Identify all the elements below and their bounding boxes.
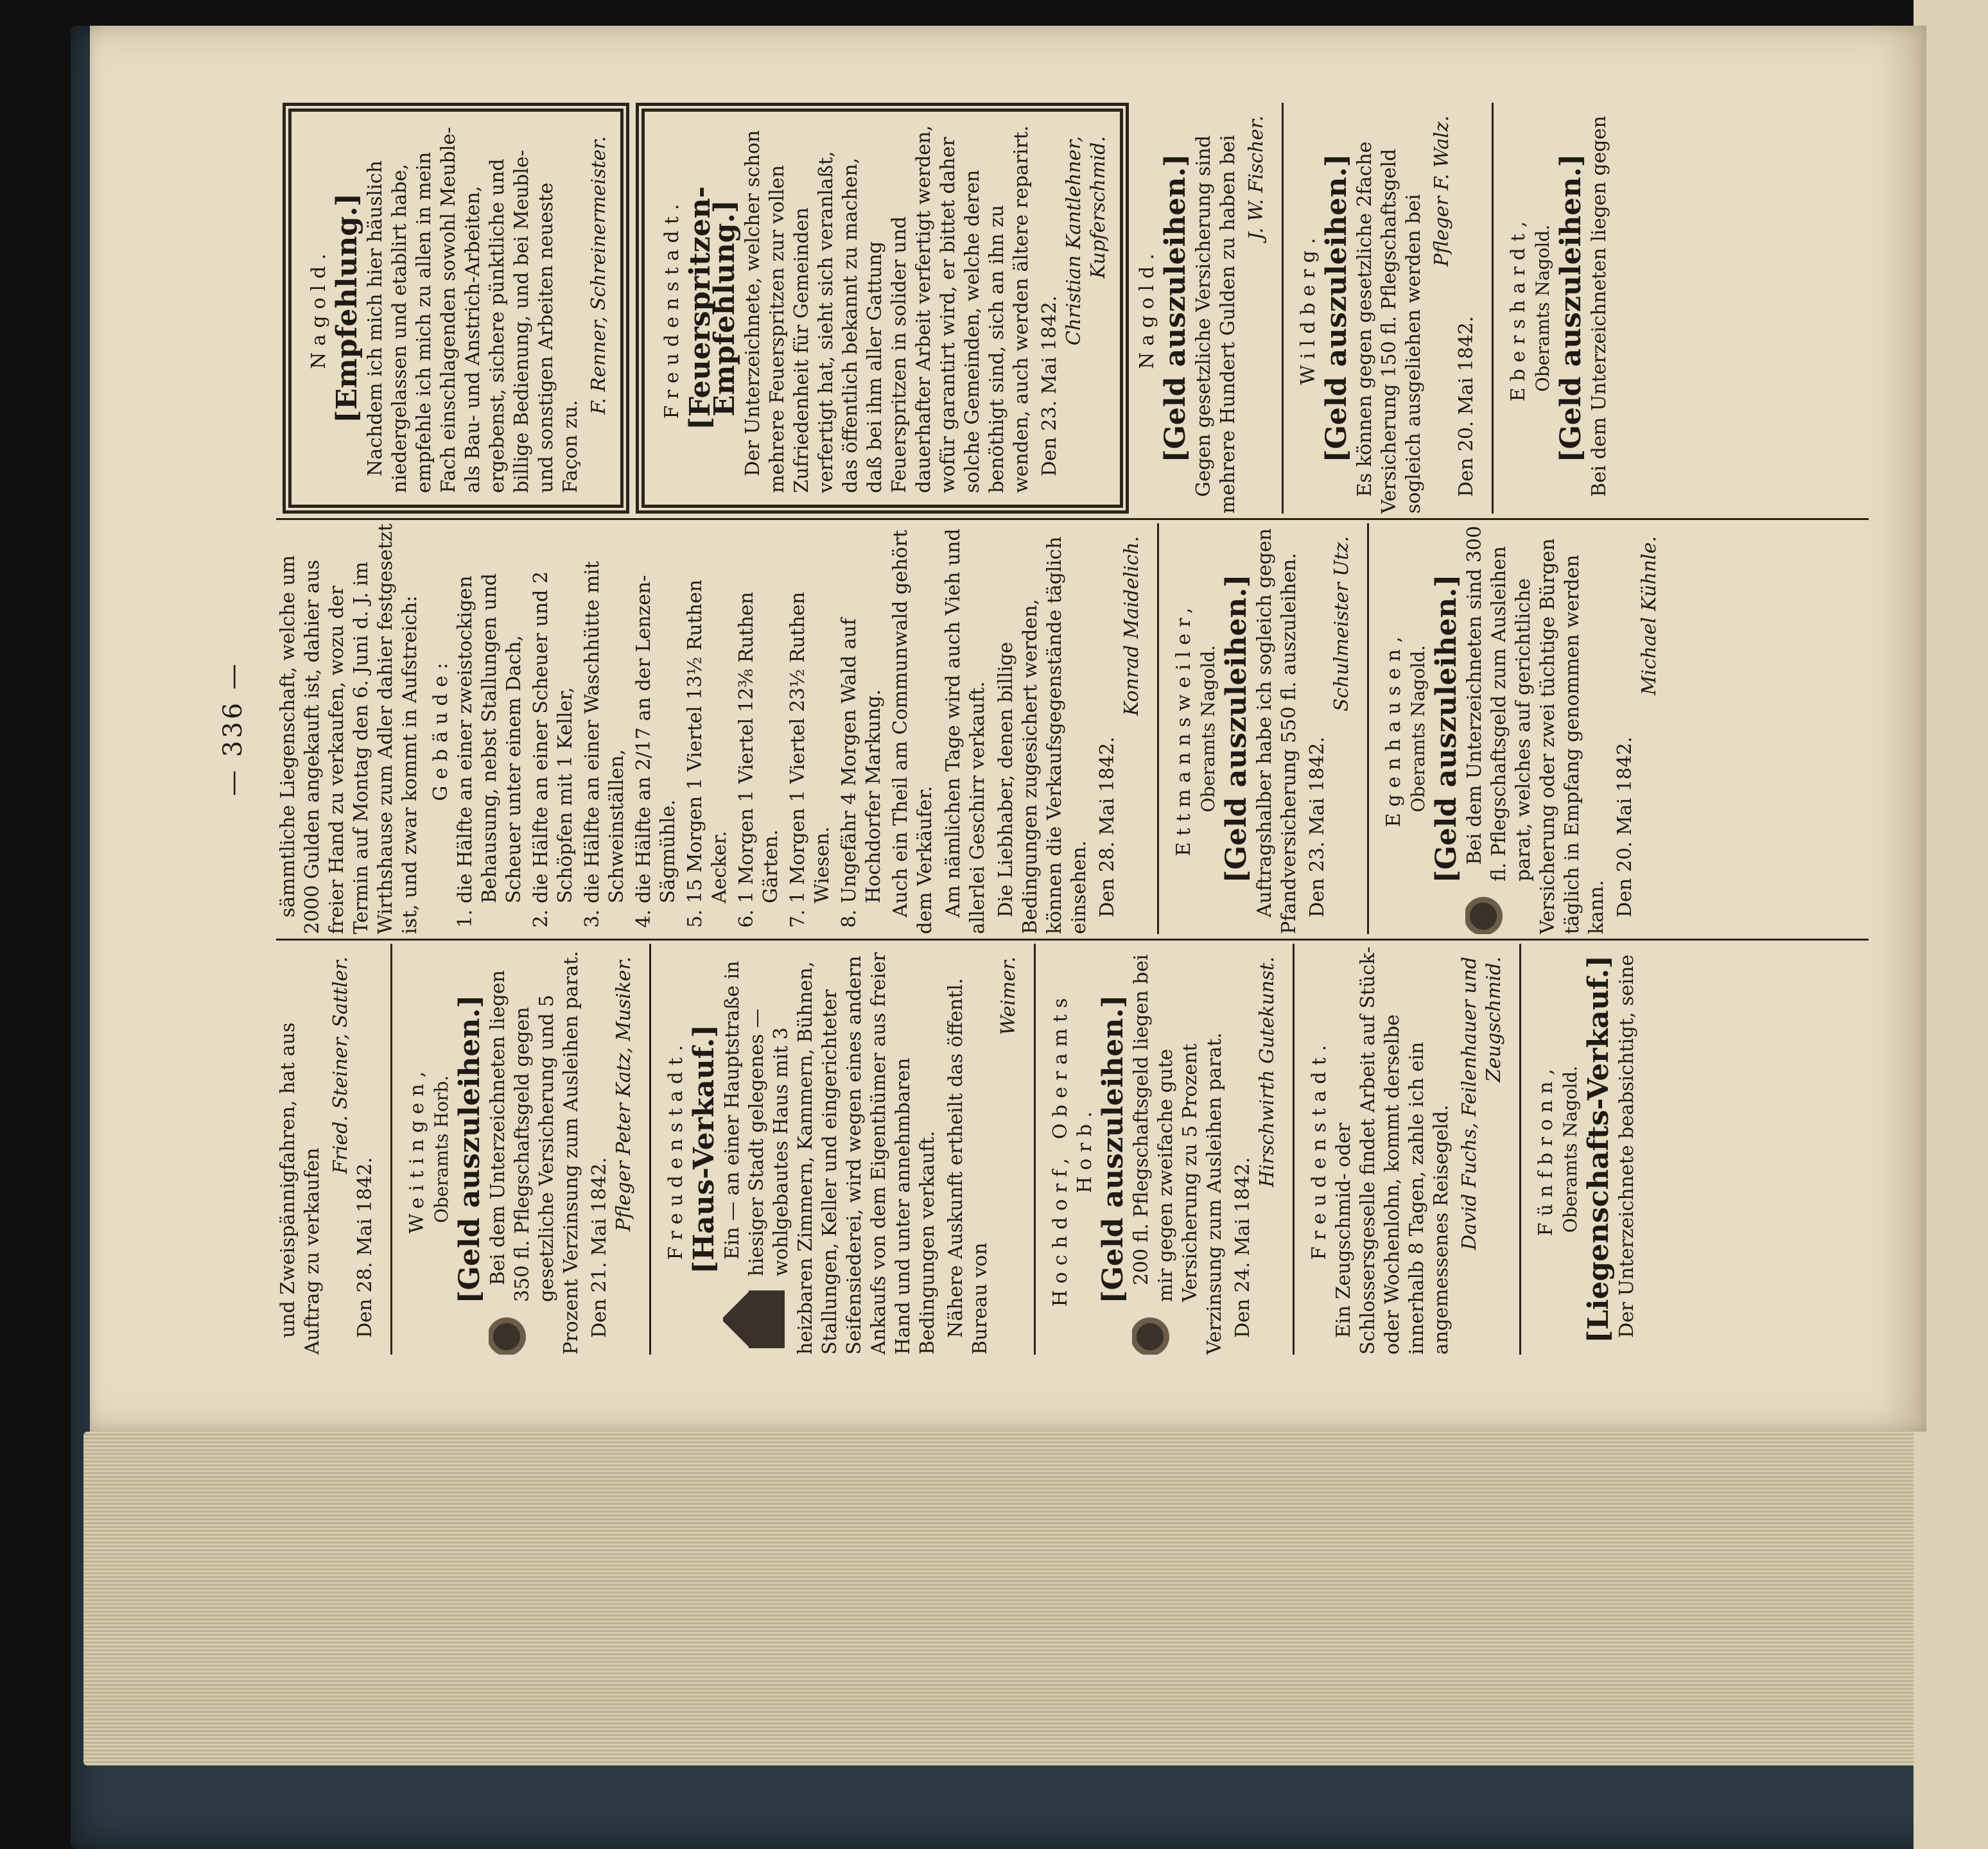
ad-text: Es können gegen gesetzliche 2fache Versicherung 150 fl. Pflegschaftsgeld sogleich ausgeliehen werden bei (1354, 141, 1425, 514)
ad-signature: Fried. Steiner, Sattler. (329, 957, 352, 1174)
ad-date: Den 28. Mai 1842. (354, 1157, 376, 1338)
ad-signature: Michael Kühnle. (1638, 536, 1661, 695)
ad-separator (1519, 944, 1521, 1355)
ad-text: Die Liebhaber, denen billige Bedingungen zugesichert werden, können die Verkaufsgegenstände täglich einsehen. (995, 536, 1090, 934)
list-item: 3. die Hälfte an einer Waschhütte mit Schweinställen, (580, 523, 629, 903)
ad-separator (1034, 944, 1036, 1355)
ad-date: Den 28. Mai 1842. (1096, 736, 1119, 917)
ad-place: Fünfbronn, (1535, 1062, 1557, 1237)
ad-text: Auftragshalber habe ich sogleich gegen Pfandversicherung 550 fl. auszuleihen. (1253, 528, 1300, 934)
ad-text: Bei dem Unterzeichneten liegen gegen (1588, 116, 1610, 497)
ad-ebershardt (1506, 103, 1612, 514)
ad-note: Nähere Auskunft ertheilt das öffentl. Bureau von (945, 978, 991, 1355)
ad-feuerspritzen (636, 103, 1129, 514)
ad-text: sämmtliche Liegenschaft, welche um 2000 Gulden angekauft ist, dahier aus freier Hand zu verkaufen, wozu der Termin auf Montag den 6. Juni d. J. im Wirthshause zum Adler dahier festgesetzt ist, und zwar kommt in Aufstreich: (277, 523, 421, 934)
ad-text: Auch ein Theil am Communwald gehört dem Verkäufer. (889, 530, 936, 934)
column-1 (276, 944, 1869, 1355)
ad-text: Bei dem Unterzeichneten sind 300 fl. Pflegschaftsgeld zum Ausleihen parat, welches auf gerichtliche Versicherung oder zwei tüchtige Bürgen täglich in Empfang genommen werden kann. (1463, 526, 1608, 934)
ad-signature: J. W. Fischer. (1245, 116, 1268, 240)
ad-place: Ettmannsweiler, (1173, 601, 1195, 856)
ad-date: Den 21. Mai 1842. (588, 1157, 611, 1338)
column-rule (276, 518, 1869, 520)
list-item: 6. 1 Morgen 1 Viertel 12⅜ Ruthen Gärten. (735, 523, 783, 903)
ad-separator (1293, 944, 1295, 1355)
ad-district: Oberamts Horb. (431, 1075, 452, 1224)
ad-signature: David Fuchs, Feilenhauer und Zeugschmid. (1458, 957, 1505, 1251)
ad-text: und Zweispännigfahren, hat aus Auftrag zu verkaufen (277, 1022, 324, 1355)
ad-ettmannsweiler (1172, 523, 1354, 934)
ad-date: Den 20. Mai 1842. (1614, 736, 1636, 917)
ad-place: Nagold. (308, 247, 330, 369)
ad-heading: [Empfehlung.] (331, 193, 363, 424)
ad-text: Nachdem ich mich hier häuslich niedergelassen und etablirt habe, empfehle ich mich zu allen in mein Fach einschlagenden sowohl Meuble- als Bau- und Anstrich-Arbeiten, ergebenst, sichere pünktliche und billige Bedienung, und bei Meuble- und sonstigen Arbeiten neueste Façon zu. (364, 126, 582, 493)
ad-separator (649, 944, 651, 1355)
list-item: 5. 15 Morgen 1 Viertel 13½ Ruthen Aecker. (683, 523, 732, 903)
ad-hochdorf (1049, 944, 1280, 1355)
ad-separator (1367, 523, 1369, 934)
ad-place: Freudenstadt. (1308, 1038, 1330, 1260)
ad-separator (1492, 103, 1494, 514)
ad-date: Den 23. Mai 1842. (1306, 736, 1329, 917)
ad-heading: [Geld auszuleihen.] (453, 994, 486, 1304)
ad-signature: Christian Kantlehner, Kupferschmid. (1063, 136, 1110, 346)
ad-place: Ebershardt, (1507, 214, 1530, 402)
ad-heading: [Geld auszuleihen.] (1555, 153, 1587, 463)
book-page (90, 26, 1926, 1432)
ad-egenhausen (1382, 523, 1662, 934)
ad-signature: Schulmeister Utz. (1330, 536, 1353, 712)
ad-heading: [Feuerspritzen-Empfehlung.] (684, 186, 741, 430)
ad-heading: [Geld auszuleihen.] (1320, 153, 1353, 463)
ad-separator (1282, 103, 1284, 514)
ad-text: Gegen gesetzliche Versicherung sind mehrere Hundert Gulden zu haben bei (1192, 135, 1239, 514)
list-item: 4. die Hälfte an 2/17 an der Lenzen-Sägmühle. (632, 523, 681, 903)
ad-place: Freudenstadt. (665, 1038, 687, 1260)
ad-place: Freudenstadt. (661, 197, 683, 419)
ad-signature: Pfleger Peter Katz, Musiker. (613, 957, 635, 1231)
column-rule (276, 939, 1869, 941)
coin-purse-icon (1465, 889, 1510, 934)
ad-place: Wildberg. (1297, 231, 1320, 385)
ad-empfehlung (283, 103, 629, 514)
ad-text: Ein — an einer Hauptstraße in hiesiger Stadt gelegenes — wohlgebautes Haus mit 3 heizbaren Zimmern, Kammern, Bühnen, Stallungen, Keller und eingerichteter Seifensiederei, wird wegen eines andern Ankaufs von dem Eigenthümer aus freier Hand und unter annehmbaren Bedingungen verkauft. (721, 952, 939, 1355)
house-icon (723, 1284, 785, 1355)
ad-date: Den 20. Mai 1842. (1455, 316, 1478, 497)
ad-fuenfbronn (1534, 944, 1639, 1355)
list-item: 7. 1 Morgen 1 Viertel 23½ Ruthen Wiesen. (786, 523, 835, 903)
ad-place: Egenhausen, (1382, 630, 1405, 828)
ad-zeugschmid (1307, 944, 1506, 1355)
ad-text: Am nämlichen Tage wird auch Vieh und allerlei Geschirr verkauft. (942, 528, 989, 934)
ad-signature: Pfleger F. Walz. (1431, 116, 1453, 267)
column-3 (276, 103, 1869, 514)
ad-haus-verkauf (664, 944, 1021, 1355)
ad-heading: [Geld auszuleihen.] (1430, 574, 1463, 883)
ad-heading: [Geld auszuleihen.] (1159, 153, 1192, 463)
ad-text: Der Unterzeichnete, welcher schon mehrere Feuerspritzen zur vollen Zufriedenheit für Gemeinden verfertigt hat, sieht sich veranlaßt, das öffentlich bekannt zu machen, daß bei ihm aller Gattung Feuerspritzen in solider und dauerhafter Arbeit verfertigt werden, wofür garantirt wird, er bittet daher solche Gemeinden, welche deren benöthigt sind, sich an ihn zu wenden, auch werden ältere reparirt. (742, 125, 1033, 493)
ad-heading: [Liegenschafts-Verkauf.] (1582, 955, 1615, 1344)
ad-place: Nagold. (1136, 247, 1158, 369)
ad-heading: [Haus-Verkauf.] (688, 1024, 720, 1274)
list-item: 8. Ungefähr 4 Morgen Wald auf Hochdorfer Markung. (837, 523, 886, 903)
page-number: — 336 — (218, 661, 248, 796)
page-content (90, 26, 1926, 1432)
ad-nagold-geld (1135, 103, 1269, 514)
ad-separator (390, 944, 392, 1355)
ad-district: Oberamts Nagold. (1560, 1065, 1581, 1233)
ad-weitingen (405, 944, 636, 1355)
ad-date: Den 24. Mai 1842. (1232, 1157, 1254, 1338)
ad-text: Der Unterzeichnete beabsichtigt, seine (1616, 954, 1638, 1338)
ad-district: Oberamts Nagold. (1198, 645, 1219, 813)
ad-date: Den 23. Mai 1842. (1038, 295, 1061, 476)
property-list (453, 523, 886, 934)
ad-signature: Weimer. (997, 957, 1020, 1036)
ad-text: Bei dem Unterzeichneten liegen 350 fl. Pflegschaftsgeld gegen gesetzliche Versicherung und 5 Prozent Verzinsung zum Ausleihen parat. (487, 951, 582, 1355)
coin-purse-icon (489, 1310, 534, 1355)
list-item: 1. die Hälfte an einer zweistockigen Behausung, nebst Stallungen und Scheuer unter einem Dach, (453, 523, 527, 903)
ad-district: Oberamts Nagold. (1532, 224, 1553, 392)
ad-signature: F. Renner, Schreinermeister. (588, 136, 610, 415)
ad-signature: Hirschwirth Gutekunst. (1256, 957, 1278, 1188)
ad-place: Hochdorf, Oberamts Horb. (1049, 991, 1096, 1307)
list-item: 2. die Hälfte an einer Scheuer und 2 Schöpfen mit 1 Keller, (529, 523, 578, 903)
ad-place: Weitingen, (406, 1064, 428, 1234)
page-edges (83, 1432, 1946, 1766)
ad-heading: [Geld auszuleihen.] (1097, 994, 1129, 1304)
ad-district: Oberamts Nagold. (1408, 645, 1429, 813)
ad-text: 200 fl. Pflegschaftsgeld liegen bei mir gegen zweifache gute Versicherung zu 5 Prozent Verzinsung zum Ausleihen parat. (1130, 954, 1226, 1355)
ad-separator (1157, 523, 1159, 934)
ad-subheading: Gebäude: (430, 656, 452, 801)
ad-wildberg (1296, 103, 1479, 514)
ad-heading: [Geld auszuleihen.] (1220, 574, 1253, 883)
ad-signature: Konrad Maidelich. (1120, 536, 1143, 716)
coin-purse-icon (1132, 1310, 1177, 1355)
ad-text: Ein Zeugschmid- oder Schlossersgeselle findet Arbeit auf Stück- oder Wochenlohn, kommt derselbe innerhalb 8 Tagen, zahle ich ein angemessenes Reisegeld. (1332, 946, 1452, 1355)
column-2 (276, 523, 1869, 934)
